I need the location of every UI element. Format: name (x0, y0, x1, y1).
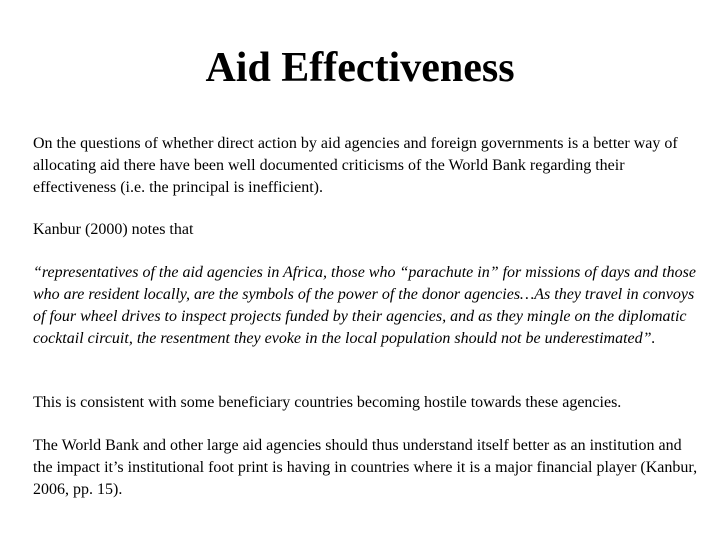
paragraph-criticisms: On the questions of whether direct action by aid agencies and foreign governments is a better way of allocating aid there have been well documented criticisms of the World Bank regarding their effectiveness (i.e. the principal is inefficient). (33, 135, 678, 196)
paragraph-kanbur-intro: Kanbur (2000) notes that (33, 221, 194, 238)
quotation-kanbur: “representatives of the aid agencies in Africa, those who “parachute in” for missions of days and those who are resident locally, are the symbols of the power of the donor agencies…As they travel in convoys of four wheel drives to inspect projects funded by their agencies, and as they mingle on the diplomatic cocktail circuit, the resentment they evoke in the local population should not be underestimated”. (33, 264, 696, 347)
slide-title: Aid Effectiveness (205, 45, 515, 91)
paragraph-world-bank: The World Bank and other large aid agencies should thus understand itself better as an institution and the impact it’s institutional foot print is having in countries where it is a major financial player (Kanbur, 2006, pp. 15). (33, 437, 698, 498)
paragraph-hostility: This is consistent with some beneficiary countries becoming hostile towards these agencies. (33, 394, 622, 411)
